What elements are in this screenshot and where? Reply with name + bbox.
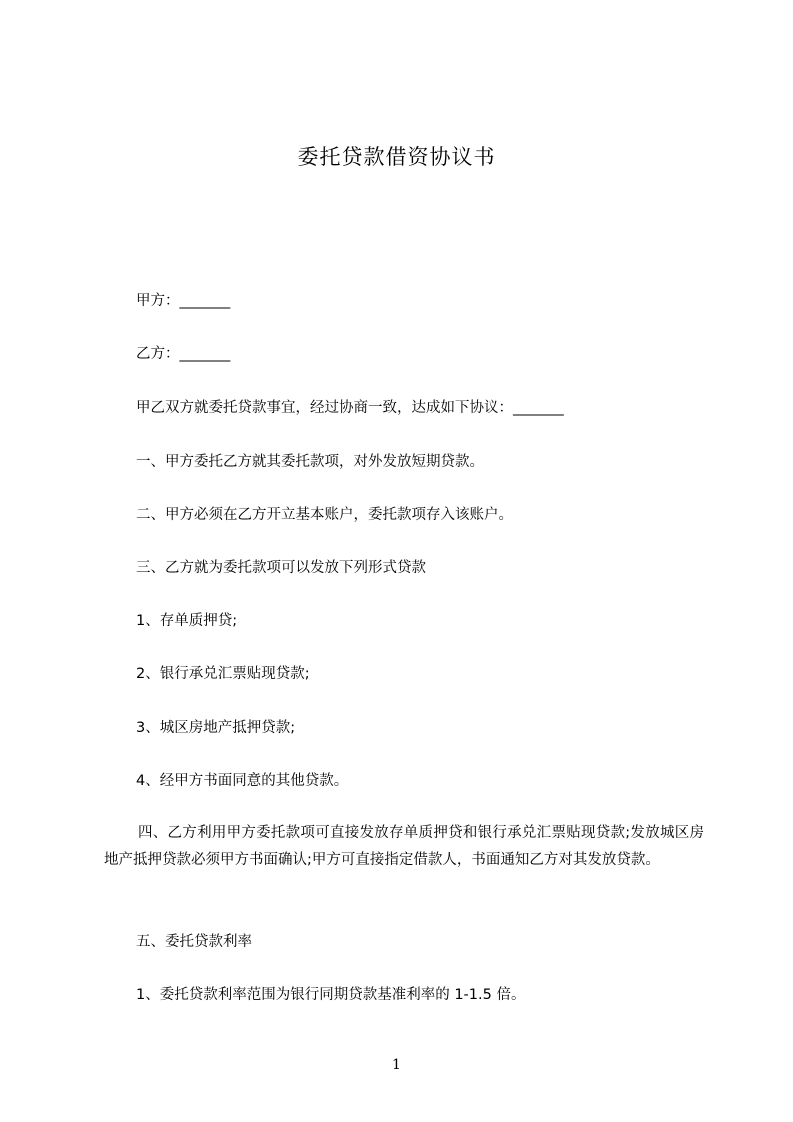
- intro-paragraph: 甲乙双方就委托贷款事宜，经过协商一致，达成如下协议：_______: [136, 400, 564, 416]
- clause-5: 五、委托贷款利率: [136, 934, 252, 950]
- document-title: 委托贷款借资协议书: [297, 145, 496, 169]
- clause-5-item-1: 1、委托贷款利率范围为银行同期贷款基准利率的 1-1.5 倍。: [136, 987, 526, 1003]
- clause-4: 四、乙方利用甲方委托款项可直接发放存单质押贷和银行承兑汇票贴现贷款;发放城区房地产抵押贷款必须甲方书面确认;甲方可直接指定借款人，书面通知乙方对其发放贷款。: [104, 825, 704, 868]
- clause-3-item-3: 3、城区房地产抵押贷款;: [136, 720, 296, 736]
- party-b-line: 乙方：_______: [136, 346, 231, 362]
- page-number: 1: [392, 1057, 401, 1073]
- clause-3: 三、乙方就为委托款项可以发放下列形式贷款: [136, 560, 426, 576]
- clause-2: 二、甲方必须在乙方开立基本账户，委托款项存入该账户。: [136, 507, 513, 523]
- party-a-line: 甲方：_______: [136, 293, 231, 309]
- clause-3-item-4: 4、经甲方书面同意的其他贷款。: [136, 773, 349, 789]
- clause-3-item-2: 2、银行承兑汇票贴现贷款;: [136, 666, 310, 682]
- clause-3-item-1: 1、存单质押贷;: [136, 613, 238, 629]
- clause-1: 一、甲方委托乙方就其委托款项，对外发放短期贷款。: [136, 454, 484, 470]
